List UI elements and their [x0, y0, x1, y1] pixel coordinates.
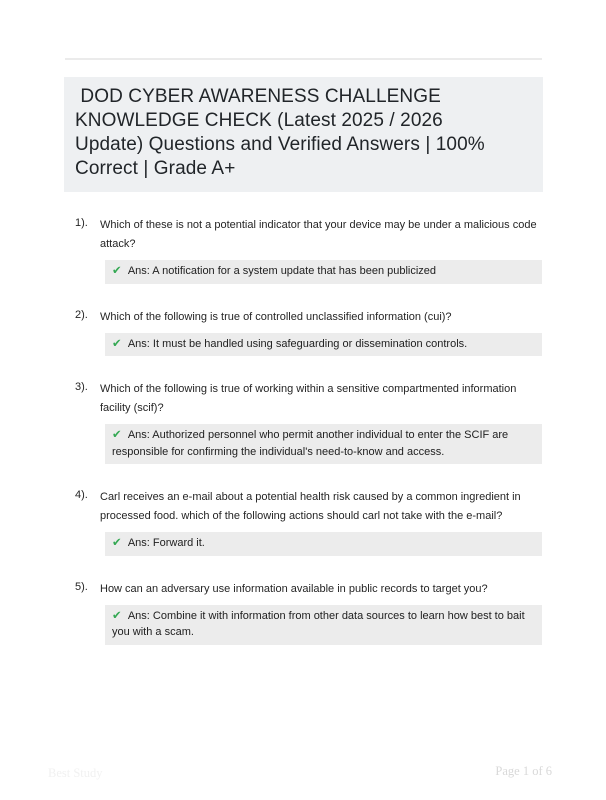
header-divider — [65, 58, 542, 60]
question-body — [100, 380, 542, 464]
question-text: Which of the following is true of working within a sensitive compartmented information facility (scif)? — [100, 383, 517, 414]
answer-box — [105, 532, 542, 556]
question-number: 4). — [75, 489, 88, 501]
question-number: 3). — [75, 381, 88, 393]
question-text: Which of the following is true of controlled unclassified information (cui)? — [100, 310, 452, 323]
question-body — [100, 308, 542, 357]
answer-box — [105, 424, 542, 464]
answer-box — [105, 260, 542, 284]
question-item — [75, 580, 542, 645]
answer-text: Ans: Combine it with information from other data sources to learn how best to bait you with a scam. — [112, 609, 525, 638]
answer-text: Ans: Authorized personnel who permit another individual to enter the SCIF are responsible for confirming the individual's need-to-know and access. — [112, 429, 509, 458]
question-list — [75, 216, 542, 669]
check-icon: ✔ — [112, 609, 125, 622]
document-title — [64, 77, 543, 192]
question-body — [100, 216, 542, 284]
question-text: Which of these is not a potential indicator that your device may be under a malicious code attack? — [100, 219, 537, 250]
answer-text: Ans: A notification for a system update that has been publicized — [127, 265, 437, 277]
question-item — [75, 308, 542, 357]
check-icon: ✔ — [112, 537, 125, 549]
question-text: Carl receives an e-mail about a potential health risk caused by a common ingredient in processed food. which of the following actions should carl not take with the e-mail? — [100, 491, 521, 522]
question-item — [75, 380, 542, 464]
answer-box — [105, 605, 542, 645]
answer-text: Ans: It must be handled using safeguarding or dissemination controls. — [127, 337, 468, 350]
check-icon: ✔ — [112, 265, 125, 277]
title-line-2: KNOWLEDGE CHECK (Latest 2025 / 2026 — [75, 110, 443, 131]
watermark-text: Best Study — [48, 766, 103, 780]
question-body — [100, 488, 542, 556]
question-item — [75, 216, 542, 284]
question-body — [100, 580, 542, 645]
question-number: 2). — [75, 308, 88, 321]
title-line-1: DOD CYBER AWARENESS CHALLENGE — [75, 86, 441, 107]
question-number: 5). — [75, 580, 88, 593]
page-number: Page 1 of 6 — [495, 764, 552, 778]
title-line-3: Update) Questions and Verified Answers | 100% — [75, 134, 485, 155]
check-icon: ✔ — [112, 337, 125, 350]
check-icon: ✔ — [112, 429, 125, 441]
answer-text: Ans: Forward it. — [127, 537, 205, 549]
question-text: How can an adversary use information available in public records to target you? — [100, 582, 488, 595]
answer-box — [105, 333, 542, 357]
question-number: 1). — [75, 217, 88, 229]
question-item — [75, 488, 542, 556]
title-line-4: Correct | Grade A+ — [75, 158, 236, 179]
